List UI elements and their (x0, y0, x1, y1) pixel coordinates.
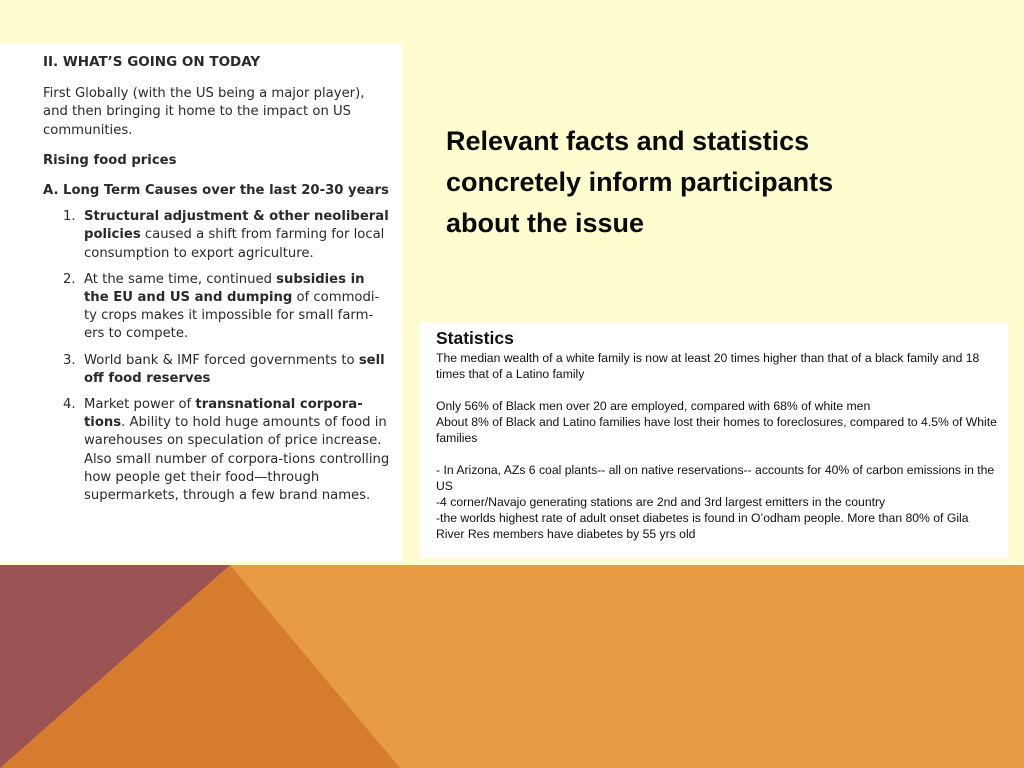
excerpt-section-title: A. Long Term Causes over the last 20-30 years (43, 183, 389, 199)
statistics-title: Statistics (436, 328, 514, 348)
list-item-text: caused a shift from farming for local consumption to export agriculture. (84, 227, 385, 261)
statistic-coal-plants: - In Arizona, AZs 6 coal plants-- all on native reservations-- accounts for 40% of carbon emissions in the US (436, 463, 995, 493)
statistic-diabetes: -the worlds highest rate of adult onset diabetes is found in O’odham people. More than 80% of Gila River Res members have diabetes by 55 yrs old (436, 511, 969, 541)
list-item-text: of commodi-ty crops makes it impossible for small farm-ers to compete. (84, 290, 380, 342)
decorative-bottom-band (0, 565, 1024, 768)
list-item (43, 208, 392, 263)
list-item-lead-text: At the same time, continued (84, 271, 277, 287)
list-item-bold-text: sell off food reserves (84, 352, 385, 386)
document-excerpt-panel (0, 43, 402, 562)
statistic-employment: Only 56% of Black men over 20 are employed, compared with 68% of white men (436, 399, 871, 413)
list-item-bold-text: Structural adjustment & other neoliberal policies (84, 209, 389, 243)
list-item-bold-text: subsidies in the EU and US and dumping (84, 271, 365, 306)
statistic-wealth-gap: The median wealth of a white family is now at least 20 times higher than that of a black family and 18 times that of a Latino family (436, 351, 980, 381)
list-item-number: 3. (63, 352, 76, 368)
decorative-triangles (0, 565, 1024, 768)
list-item-text: . Ability to hold huge amounts of food in warehouses on speculation of price increase. Also small number of corpora-tions controlling how people get their food—through supermarkets, through a few brand names. (84, 415, 390, 504)
excerpt-subheading: Rising food prices (43, 152, 177, 168)
slide-headline: Relevant facts and statistics concretely inform participants about the issue (446, 126, 834, 238)
causes-list (43, 208, 392, 505)
list-item-number: 1. (63, 209, 76, 225)
list-item-lead-text: Market power of (84, 397, 196, 413)
list-item-lead-text: World bank & IMF forced governments to (84, 352, 359, 368)
list-item-number: 4. (63, 397, 76, 413)
statistic-foreclosures: About 8% of Black and Latino families have lost their homes to foreclosures, compared to 4.5% of White families (436, 415, 997, 445)
list-item-bold-text: transnational corpora-tions (84, 397, 363, 431)
list-item (43, 396, 392, 505)
list-item (43, 271, 392, 344)
excerpt-intro: First Globally (with the US being a major player), and then bringing it home to the impact on US communities. (43, 86, 365, 138)
statistic-generating-stations: -4 corner/Navajo generating stations are 2nd and 3rd largest emitters in the country (436, 495, 886, 509)
list-item (43, 352, 392, 388)
spacer (436, 382, 1000, 398)
excerpt-heading: II. WHAT’S GOING ON TODAY (43, 54, 261, 70)
statistics-panel (420, 322, 1008, 558)
list-item-number: 2. (63, 271, 76, 287)
spacer (436, 446, 1000, 462)
